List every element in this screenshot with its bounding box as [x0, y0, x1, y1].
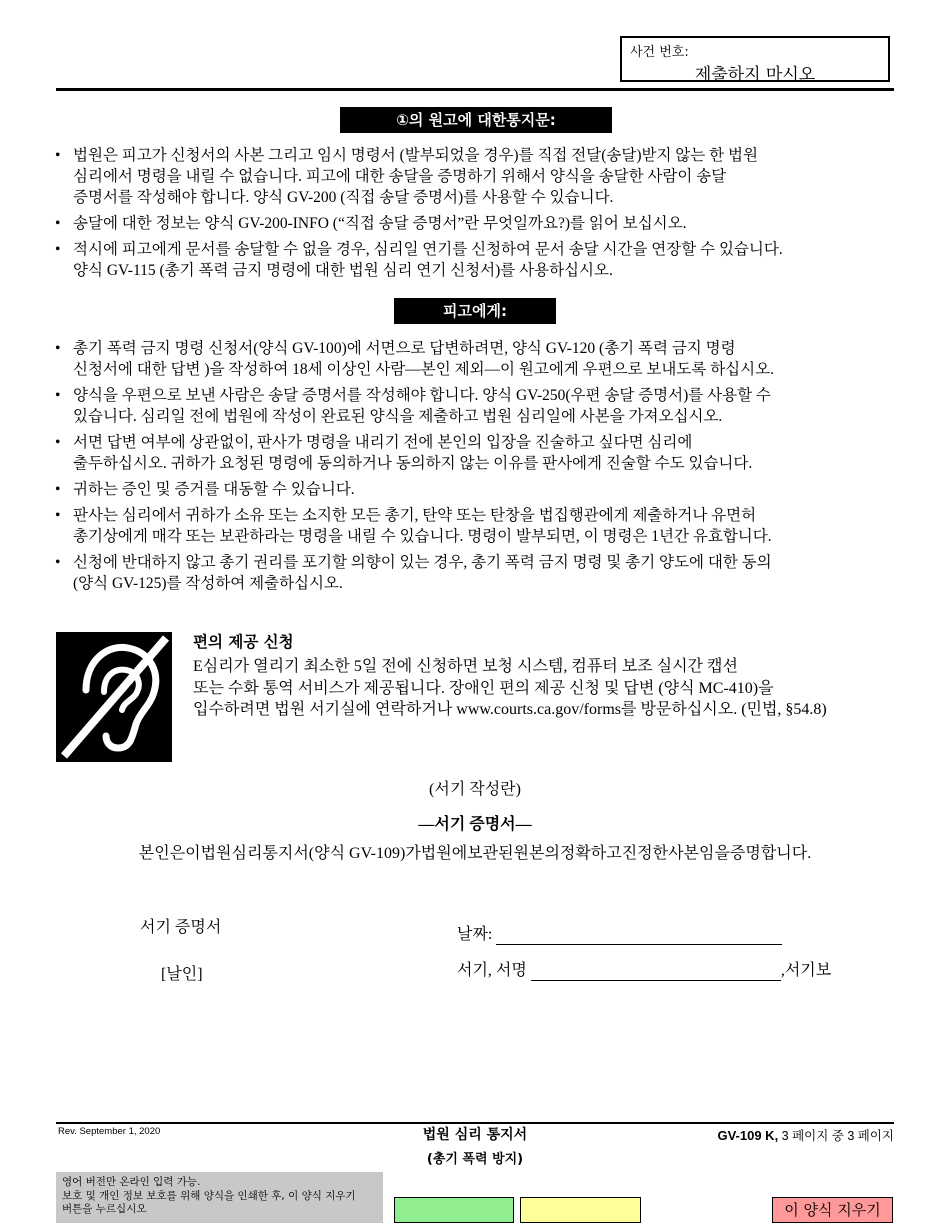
clerk-certificate-title: —서기 증명서— [418, 816, 532, 833]
top-rule [56, 88, 894, 91]
date-row [457, 921, 782, 945]
clerk-certificate-label: 서기 증명서 [140, 919, 222, 936]
list-item: • 판사는 심리에서 귀하가 소유 또는 소지한 모든 총기, 탄약 또는 탄창을 법집행관에게 제출하거나 유면허 총기상에게 매각 또는 보관하라는 명령을 내릴 수 있습니다. 명령이 발부되면, 이 명령은 1년간 유효합니다. [55, 507, 772, 545]
list-item: • 송달에 대한 정보는 양식 GV-200-INFO (“직접 송달 증명서”란 무엇일까요?)를 읽어 보십시오. [55, 215, 687, 232]
case-number-value: 제출하지 마시오 [694, 65, 816, 85]
date-label: 날짜: [457, 926, 493, 943]
deputy-label: ,서기보 [780, 962, 832, 979]
form-subtitle: (총기 폭력 방지) [426, 1152, 524, 1167]
seal-label: [날인] [161, 966, 203, 983]
clerk-signature-row [457, 957, 831, 981]
list-item: • 신청에 반대하지 않고 총기 권리를 포기할 의향이 있는 경우, 총기 폭력 금지 명령 및 총기 양도에 대한 동의 (양식 GV-125)를 작성하여 제출하십시오. [55, 554, 772, 592]
case-number-label: 사건 번호: [630, 45, 689, 60]
save-button[interactable] [394, 1197, 514, 1223]
clerk-signature-field[interactable] [531, 962, 781, 981]
clear-form-button[interactable]: 이 양식 지우기 [772, 1197, 893, 1223]
clerk-certificate-text: 본인은이법원심리통지서(양식 GV-109)가법원에보관된원본의정확하고진정한사본임을증명합니다. [138, 845, 812, 862]
case-number-box [620, 36, 890, 85]
list-item: • 총기 폭력 금지 명령 신청서(양식 GV-100)에 서면으로 답변하려면, 양식 GV-120 (총기 폭력 금지 명령 신청서에 대한 답변 )을 작성하여 18세 이상인 사람—본인 제외—이 원고에게 우편으로 보내도록 하십시오. [55, 340, 774, 378]
form-page-info [717, 1126, 894, 1144]
accommodation-title: 편의 제공 신청 [193, 633, 294, 651]
page-number: 3 페이지 중 3 페이지 [781, 1129, 894, 1143]
hearing-assistance-icon [56, 632, 172, 762]
list-item: • 법원은 피고가 신청서의 사본 그리고 임시 명령서 (발부되었을 경우)를 직접 전달(송달)받지 않는 한 법원 심리에서 명령을 내릴 수 없습니다. 피고에 대한 송달을 증명하기 위해서 양식을 송달한 사람이 송달 증명서를 작성해야 합니다. 양식 GV-200 (직접 송달 증명서)를 사용할 수 있습니다. [55, 147, 758, 206]
list-item: • 귀하는 증인 및 증거를 대동할 수 있습니다. [55, 481, 355, 498]
plaintiff-notice-header: ①의 원고에 대한통지문: [340, 107, 612, 133]
respondent-header: 피고에게: [394, 298, 556, 324]
list-item: • 양식을 우편으로 보낸 사람은 송달 증명서를 작성해야 합니다. 양식 GV-250(우편 송달 증명서)를 사용할 수 있습니다. 심리일 전에 법원에 작성이 완료된 양식을 제출하고 법원 심리일에 사본을 가져오십시오. [55, 387, 771, 425]
list-item: • 적시에 피고에게 문서를 송달할 수 없을 경우, 심리일 연기를 신청하여 문서 송달 시간을 연장할 수 있습니다. 양식 GV-115 (총기 폭력 금지 명령에 대한 법원 심리 연기 신청서)를 사용하십시오. [55, 241, 783, 279]
date-field[interactable] [496, 926, 782, 945]
print-note: 영어 버전만 온라인 입력 가능. 보호 및 개인 정보 보호를 위해 양식을 인쇄한 후, 이 양식 지우기 버튼을 누르십시오 [56, 1172, 383, 1223]
plaintiff-notice-list [55, 145, 903, 286]
respondent-list [55, 338, 903, 599]
clerk-label: 서기, 서명 [457, 962, 527, 979]
clerk-fill-label: (서기 작성란) [429, 781, 521, 798]
revision-date: Rev. September 1, 2020 [58, 1126, 161, 1137]
form-id: GV-109 K, [717, 1128, 779, 1143]
list-item: • 서면 답변 여부에 상관없이, 판사가 명령을 내리기 전에 본인의 입장을 진술하고 싶다면 심리에 출두하십시오. 귀하가 요청된 명령에 동의하거나 동의하지 않는 이유를 판사에게 진술할 수도 있습니다. [55, 434, 753, 472]
print-button[interactable] [520, 1197, 641, 1223]
accommodation-text: E심리가 열리기 최소한 5일 전에 신청하면 보청 시스템, 컴퓨터 보조 실시간 캡션 또는 수화 통역 서비스가 제공됩니다. 장애인 편의 제공 신청 및 답변 (양식 MC-410)을 입수하려면 법원 서기실에 연락하거나 www.courts.ca.gov/forms를 방문하십시오. (민법, §54.8) [193, 658, 827, 718]
form-title: 법원 심리 통지서 [422, 1127, 528, 1143]
